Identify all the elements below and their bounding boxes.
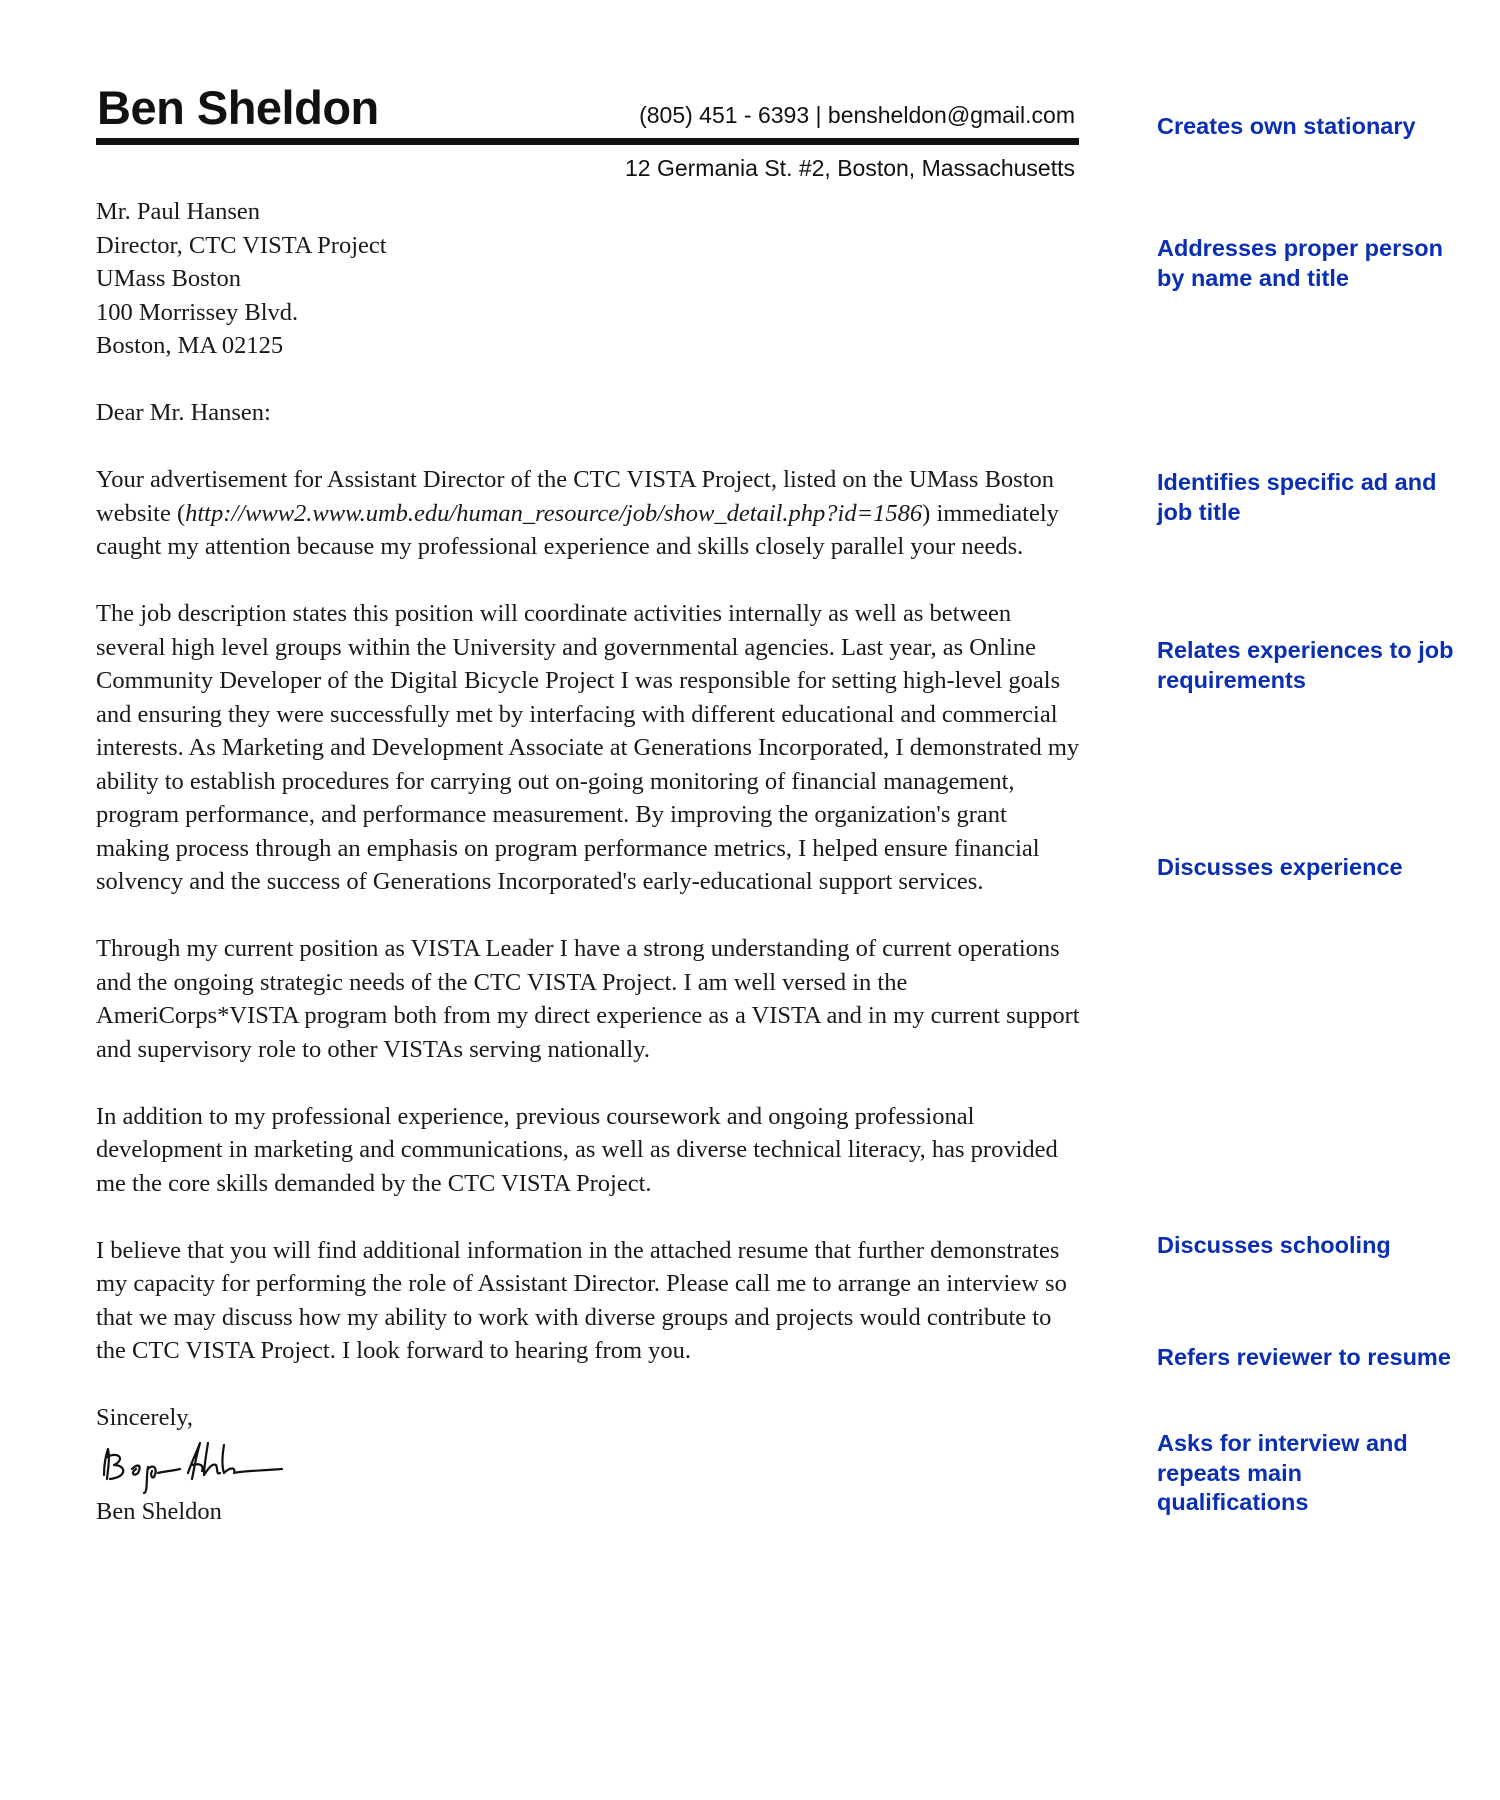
annotation-stationary: Creates own stationary: [1157, 113, 1416, 139]
paragraph-intro-text-start: Your advertisement for Assistant Director of the CTC VISTA Project, listed on the UMass Boston website (: [96, 466, 1055, 527]
paragraph-intro: [96, 463, 1086, 564]
letterhead-address: 12 Germania St. #2, Boston, Massachusetts: [624, 155, 1075, 181]
paragraph-closing: I believe that you will find additional information in the attached resume that further demonstrates my capacity for performing the role of Assistant Director. Please call me to arrange an interview so that we may discuss how my ability to work with diverse groups and projects would contribute to the CTC VISTA Project. I look forward to hearing from you.: [96, 1236, 1067, 1364]
paragraph-experience: The job description states this position will coordinate activities internally as well as between several high level groups within the University and governmental agencies. Last year, as Online Community Developer of the Digital Bicycle Project I was responsible for setting high-level goals and ensuring they were successfully met by interfacing with different educational and commercial interests. As Marketing and Development Associate at Generations Incorporated, I demonstrated my ability to establish procedures for carrying out on-going monitoring of financial management, program performance, and performance measurement. By improving the organization's grant making process through an emphasis on program performance metrics, I helped ensure financial solvency and the success of Generations Incorporated's early-educational support services.: [96, 600, 1080, 895]
letterhead-contact: (805) 451 - 6393 | bensheldon@gmail.com: [639, 102, 1075, 128]
recipient-name: Mr. Paul Hansen: [96, 198, 260, 225]
job-ad-url: http://www2.www.umb.edu/human_resource/job/show_detail.php?id=1586: [185, 499, 923, 527]
annotation-discusses-experience: Discusses experience: [1157, 854, 1403, 880]
recipient-organization: UMass Boston: [96, 265, 241, 292]
paragraph-current-position: Through my current position as VISTA Leader I have a strong understanding of current operations and the ongoing strategic needs of the CTC VISTA Project. I am well versed in the AmeriCorps*VISTA program both from my direct experience as a VISTA and in my current support and supervisory role to other VISTAs serving nationally.: [96, 935, 1080, 1063]
recipient-street: 100 Morrissey Blvd.: [96, 298, 299, 326]
recipient-title: Director, CTC VISTA Project: [96, 231, 387, 259]
annotation-addresses-person: Addresses proper person by name and title: [1157, 235, 1444, 291]
closing-salutation: Sincerely,: [96, 1404, 194, 1431]
recipient-address-block: [96, 195, 1086, 363]
salutation: Dear Mr. Hansen:: [96, 399, 271, 426]
paragraph-schooling: In addition to my professional experience, previous coursework and ongoing professional development in marketing and communications, as well as diverse technical literacy, has provided me the core skills demanded by the CTC VISTA Project.: [96, 1102, 1058, 1197]
letter-body: [96, 195, 1086, 1528]
signature-printed-name: Ben Sheldon: [96, 1497, 222, 1525]
letterhead-name: Ben Sheldon: [97, 81, 379, 134]
annotation-asks-interview: Asks for interview and repeats main qualifications: [1157, 1430, 1408, 1515]
annotation-identifies-ad: Identifies specific ad and job title: [1157, 469, 1437, 525]
annotation-relates-experiences: Relates experiences to job requirements: [1157, 637, 1454, 693]
annotation-discusses-schooling: Discusses schooling: [1157, 1232, 1391, 1258]
recipient-city: Boston, MA 02125: [96, 332, 284, 359]
annotation-refers-resume: Refers reviewer to resume: [1157, 1344, 1451, 1370]
letterhead-rule: [96, 138, 1079, 145]
handwritten-signature: [96, 1435, 296, 1495]
paragraph-intro-text-end: ) immediately caught my attention because my professional experience and skills closely parallel your needs.: [96, 499, 1059, 560]
